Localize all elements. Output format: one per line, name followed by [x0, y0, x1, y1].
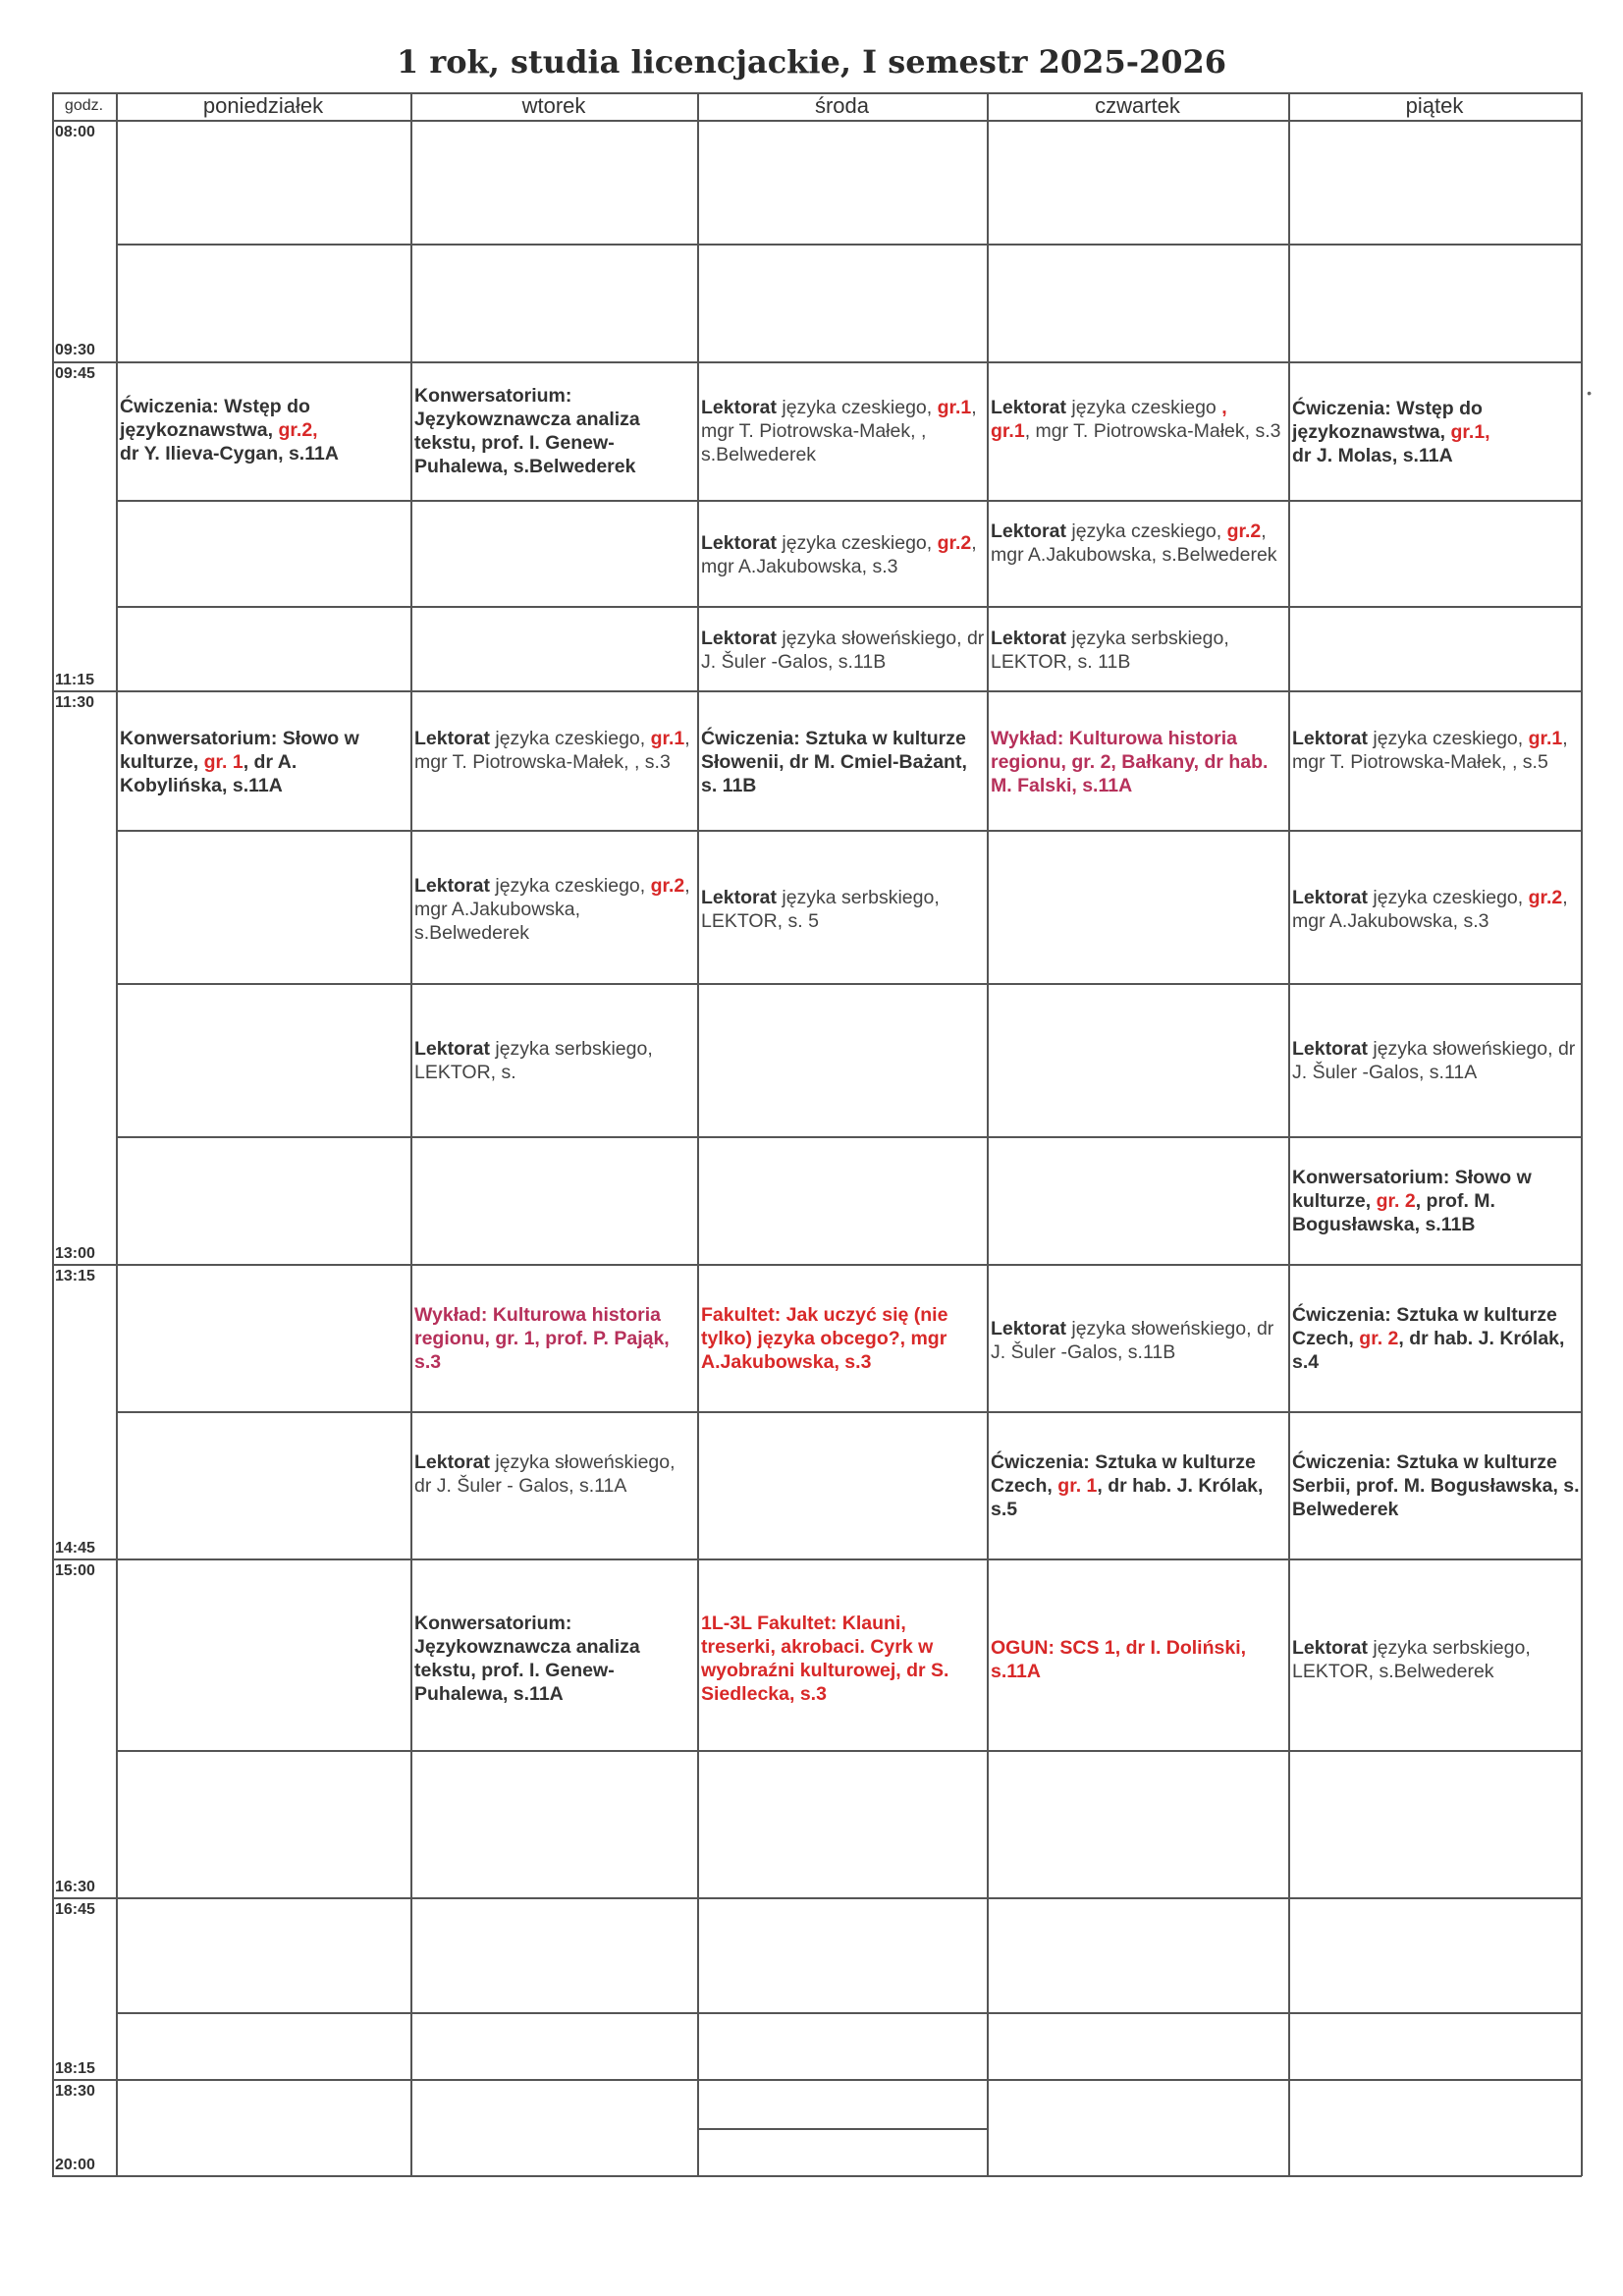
grid-line: [697, 2128, 987, 2130]
class-cell: Lektorat języka słoweńskiego, dr J. Šuler - Galos, s.11A: [414, 1451, 676, 1497]
class-cell: OGUN: SCS 1, dr I. Doliński, s.11A: [991, 1637, 1247, 1682]
header-tuesday: wtorek: [521, 93, 586, 118]
class-cell: Fakultet: Jak uczyć się (nie tylko) języka obcego?, mgr A.Jakubowska, s.3: [701, 1304, 948, 1373]
class-cell: Lektorat języka czeskiego, gr.2, mgr A.Jakubowska, s.Belwederek: [414, 875, 690, 944]
grid-line: [52, 92, 54, 2176]
grid-line: [410, 92, 412, 2176]
grid-line: [1288, 92, 1290, 2176]
grid-line: [116, 1411, 1582, 1413]
time-label: 14:45: [55, 1540, 95, 1557]
class-cell: Lektorat języka serbskiego, LEKTOR, s.: [414, 1038, 653, 1083]
class-cell: Konwersatorium: Językowznawcza analiza tekstu, prof. I. Genew-Puhalewa, s.11A: [414, 1613, 640, 1705]
grid-line: [116, 500, 1582, 502]
grid-line: [52, 690, 1582, 692]
header-monday: poniedziałek: [202, 93, 324, 118]
class-cell: Lektorat języka serbskiego, LEKTOR, s.Belwederek: [1292, 1637, 1531, 1682]
grid-line: [52, 1264, 1582, 1266]
grid-line: [116, 983, 1582, 985]
grid-line: [697, 92, 699, 2176]
time-label: 11:30: [55, 694, 95, 711]
class-cell: Konwersatorium: Słowo w kulturze, gr. 1, dr A. Kobylińska, s.11A: [120, 728, 359, 796]
grid-line: [52, 2175, 1582, 2177]
time-label: 15:00: [55, 1562, 95, 1579]
time-label: 18:15: [55, 2060, 95, 2077]
time-label: 09:30: [55, 342, 95, 358]
class-cell: Ćwiczenia: Sztuka w kulturze Czech, gr. 2, dr hab. J. Królak, s.4: [1292, 1304, 1565, 1373]
class-cell: 1L-3L Fakultet: Klauni, treserki, akrobaci. Cyrk w wyobraźni kulturowej, dr S. Siedlecka, s.3: [701, 1613, 949, 1705]
time-label: 16:45: [55, 1901, 95, 1918]
grid-line: [116, 244, 1582, 246]
grid-line: [116, 606, 1582, 608]
grid-line: [116, 1750, 1582, 1752]
grid-line: [987, 92, 989, 2176]
time-label: 11:15: [55, 672, 95, 688]
class-cell: Ćwiczenia: Wstęp do językoznawstwa, gr.1, dr J. Molas, s.11A: [1292, 398, 1490, 466]
grid-line: [116, 830, 1582, 832]
header-friday: piątek: [1405, 93, 1464, 118]
class-cell: Lektorat języka słoweńskiego, dr J. Šuler -Galos, s.11B: [991, 1318, 1274, 1363]
class-cell: Lektorat języka czeskiego, gr.1, mgr T. Piotrowska-Małek, , s.3: [414, 728, 690, 773]
class-cell: Ćwiczenia: Sztuka w kulturze Czech, gr. 1, dr hab. J. Królak, s.5: [991, 1451, 1264, 1520]
class-cell: Wykład: Kulturowa historia regionu, gr. 2, Bałkany, dr hab. M. Falski, s.11A: [991, 728, 1269, 796]
time-label: 08:00: [55, 124, 95, 140]
header-wednesday: środa: [814, 93, 870, 118]
grid-line: [52, 1558, 1582, 1560]
header-thursday: czwartek: [1095, 93, 1180, 118]
grid-line: [52, 1897, 1582, 1899]
class-cell: Lektorat języka czeskiego, gr.2, mgr A.Jakubowska, s.3: [1292, 887, 1568, 932]
class-cell: Lektorat języka serbskiego, LEKTOR, s. 5: [701, 887, 940, 932]
class-cell: Konwersatorium: Językowznawcza analiza tekstu, prof. I. Genew-Puhalewa, s.Belwederek: [414, 385, 640, 477]
class-cell: Ćwiczenia: Sztuka w kulturze Serbii, prof. M. Bogusławska, s. Belwederek: [1292, 1451, 1580, 1520]
time-label: 13:15: [55, 1268, 95, 1285]
grid-line: [52, 361, 1582, 363]
grid-line: [52, 120, 1582, 122]
grid-line: [1581, 92, 1583, 2176]
class-cell: Lektorat języka czeskiego, gr.1, mgr T. Piotrowska-Małek, , s.5: [1292, 728, 1568, 773]
class-cell: Lektorat języka czeskiego, gr.2, mgr A.Jakubowska, s.Belwederek: [991, 520, 1277, 566]
time-label: 16:30: [55, 1879, 95, 1895]
class-cell: Konwersatorium: Słowo w kulturze, gr. 2, prof. M. Bogusławska, s.11B: [1292, 1167, 1532, 1235]
class-cell: Ćwiczenia: Wstęp do językoznawstwa, gr.2, dr Y. Ilieva-Cygan, s.11A: [120, 396, 339, 465]
class-cell: Wykład: Kulturowa historia regionu, gr. 1, prof. P. Pająk, s.3: [414, 1304, 670, 1373]
class-cell: Lektorat języka słoweńskiego, dr J. Šuler -Galos, s.11B: [701, 628, 985, 673]
class-cell: Lektorat języka słoweńskiego, dr J. Šuler -Galos, s.11A: [1292, 1038, 1576, 1083]
page-title: 1 rok, studia licencjackie, I semestr 2025-2026: [396, 43, 1227, 81]
grid-line: [52, 2079, 1582, 2081]
class-cell: Lektorat języka czeskiego, gr.2, mgr A.Jakubowska, s.3: [701, 532, 977, 577]
time-label: 09:45: [55, 365, 95, 382]
time-label: 20:00: [55, 2157, 95, 2173]
time-label: 18:30: [55, 2083, 95, 2100]
grid-line: [116, 2012, 1582, 2014]
class-cell: Lektorat języka czeskiego , gr.1, mgr T. Piotrowska-Małek, s.3: [991, 397, 1281, 442]
header-godz: godz.: [64, 97, 104, 114]
grid-line: [116, 1136, 1582, 1138]
class-cell: Lektorat języka czeskiego, gr.1, mgr T. Piotrowska-Małek, , s.Belwederek: [701, 397, 977, 465]
class-cell: Lektorat języka serbskiego, LEKTOR, s. 11B: [991, 628, 1229, 673]
scan-mark: •: [1587, 385, 1592, 401]
grid-line: [116, 92, 118, 2176]
time-label: 13:00: [55, 1245, 95, 1262]
class-cell: Ćwiczenia: Sztuka w kulturze Słowenii, dr M. Cmiel-Bażant, s. 11B: [701, 728, 967, 796]
